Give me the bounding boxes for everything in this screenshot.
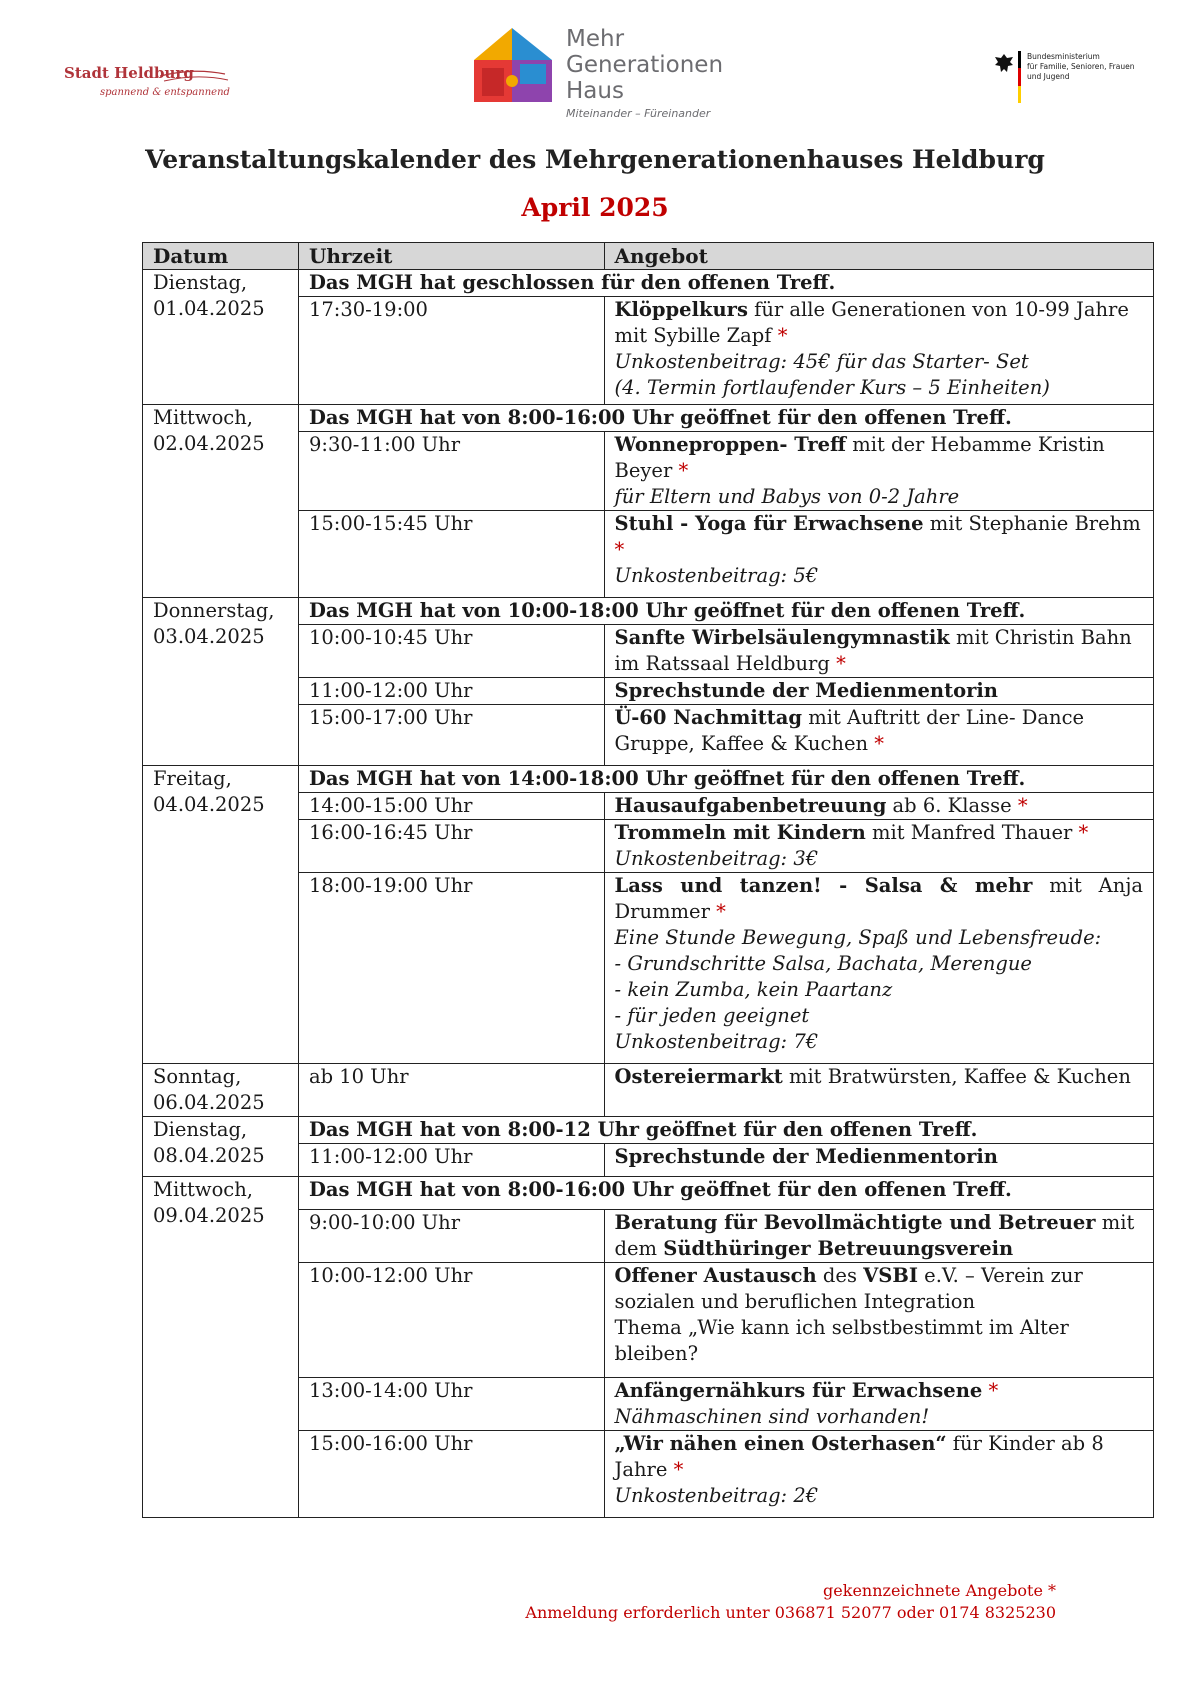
event-calendar-table bbox=[142, 242, 1154, 1518]
mgh-slogan: Miteinander – Füreinander bbox=[566, 107, 711, 120]
offer-cell bbox=[604, 1431, 1153, 1518]
opening-hours: Das MGH hat geschlossen für den offenen Treff. bbox=[298, 270, 1153, 297]
event-text: für alle Generationen von 10-99 Jahre mit Sybille Zapf bbox=[614, 298, 1129, 347]
footer-line2: Anmeldung erforderlich unter 036871 52077 oder 0174 8325230 bbox=[525, 1603, 1056, 1622]
federal-eagle-icon bbox=[994, 53, 1014, 75]
event-title: Sprechstunde der Medienmentorin bbox=[614, 1145, 998, 1168]
weekday: Sonntag, bbox=[153, 1065, 242, 1088]
event-text: mit Auftritt der Line- Dance Gruppe, Kaffee & Kuchen bbox=[614, 706, 1085, 755]
weekday: Donnerstag, bbox=[153, 599, 275, 622]
table-row bbox=[143, 405, 1154, 432]
event-note: - für jeden geeignet bbox=[614, 1004, 810, 1027]
time-cell: 10:00-10:45 Uhr bbox=[298, 625, 604, 678]
date-cell bbox=[143, 1177, 299, 1518]
event-title: Ostereiermarkt bbox=[614, 1065, 783, 1088]
event-title: Sprechstunde der Medienmentorin bbox=[614, 679, 998, 702]
offer-cell bbox=[604, 1064, 1153, 1117]
event-title: Hausaufgabenbetreuung bbox=[614, 794, 887, 817]
event-text: e.V. – Verein zur sozialen und beruflichen Integration bbox=[614, 1264, 1083, 1313]
weekday: Dienstag, bbox=[153, 271, 248, 294]
table-row bbox=[143, 766, 1154, 793]
event-note: Unkostenbeitrag: 45€ für das Starter- Set bbox=[614, 350, 1029, 373]
event-note: - kein Zumba, kein Paartanz bbox=[614, 978, 893, 1001]
event-text: mit dem bbox=[614, 1211, 1135, 1260]
page-subtitle: April 2025 bbox=[521, 193, 669, 222]
date-cell bbox=[143, 1117, 299, 1177]
event-text: für Kinder ab 8 Jahre bbox=[614, 1432, 1104, 1481]
footer-note bbox=[525, 1580, 1056, 1624]
mgh-logo bbox=[468, 26, 728, 121]
time-cell: 14:00-15:00 Uhr bbox=[298, 793, 604, 820]
event-title: „Wir nähen einen Osterhasen“ bbox=[614, 1432, 947, 1455]
offer-cell bbox=[604, 793, 1153, 820]
time-cell: 11:00-12:00 Uhr bbox=[298, 678, 604, 705]
date-cell bbox=[143, 598, 299, 766]
event-note: Unkostenbeitrag: 2€ bbox=[614, 1484, 819, 1507]
registration-star: * bbox=[1078, 821, 1089, 844]
opening-hours: Das MGH hat von 8:00-16:00 Uhr geöffnet für den offenen Treff. bbox=[298, 405, 1153, 432]
date-cell bbox=[143, 270, 299, 405]
ministry-line1: Bundesministerium bbox=[1027, 52, 1100, 61]
event-title: Offener Austausch bbox=[614, 1264, 817, 1287]
table-row bbox=[143, 1064, 1154, 1117]
stadt-heldburg-logo bbox=[60, 62, 230, 112]
offer-cell bbox=[604, 820, 1153, 873]
header-offer: Angebot bbox=[604, 243, 1153, 270]
date: 08.04.2025 bbox=[153, 1144, 265, 1167]
event-title: Südthüringer Betreuungsverein bbox=[663, 1237, 1014, 1260]
offer-cell bbox=[604, 705, 1153, 766]
header-date: Datum bbox=[143, 243, 299, 270]
puzzle-house-icon bbox=[468, 26, 558, 106]
event-text: mit Bratwürsten, Kaffee & Kuchen bbox=[782, 1065, 1131, 1088]
event-text: mit Anja bbox=[1032, 874, 1143, 897]
event-text: des bbox=[816, 1264, 864, 1287]
date: 02.04.2025 bbox=[153, 432, 265, 455]
opening-hours: Das MGH hat von 10:00-18:00 Uhr geöffnet für den offenen Treff. bbox=[298, 598, 1153, 625]
date: 03.04.2025 bbox=[153, 625, 265, 648]
event-note: Unkostenbeitrag: 3€ bbox=[614, 847, 819, 870]
offer-cell bbox=[604, 1378, 1153, 1431]
time-cell: 17:30-19:00 bbox=[298, 297, 604, 405]
table-row bbox=[143, 270, 1154, 297]
date: 01.04.2025 bbox=[153, 297, 265, 320]
registration-star: * bbox=[716, 900, 726, 923]
event-note: Thema „Wie kann ich selbstbestimmt im Alter bleiben? bbox=[614, 1316, 1069, 1365]
event-note: Nähmaschinen sind vorhanden! bbox=[614, 1405, 930, 1428]
time-cell: 9:00-10:00 Uhr bbox=[298, 1210, 604, 1263]
time-cell: 11:00-12:00 Uhr bbox=[298, 1144, 604, 1177]
event-text: mit der Hebamme Kristin Beyer bbox=[614, 433, 1105, 482]
time-cell: 16:00-16:45 Uhr bbox=[298, 820, 604, 873]
opening-hours: Das MGH hat von 14:00-18:00 Uhr geöffnet für den offenen Treff. bbox=[298, 766, 1153, 793]
event-title: VSBI bbox=[863, 1264, 918, 1287]
weekday: Mittwoch, bbox=[153, 406, 253, 429]
ministry-line3: und Jugend bbox=[1027, 72, 1070, 81]
event-text: ab 6. Klasse bbox=[886, 794, 1018, 817]
header-time: Uhrzeit bbox=[298, 243, 604, 270]
offer-cell bbox=[604, 297, 1153, 405]
page-title: Veranstaltungskalender des Mehrgenerationenhauses Heldburg bbox=[145, 145, 1045, 174]
registration-star: * bbox=[988, 1379, 999, 1402]
time-cell: 9:30-11:00 Uhr bbox=[298, 432, 604, 511]
table-row bbox=[143, 1177, 1154, 1210]
table-header-row bbox=[143, 243, 1154, 270]
weekday: Mittwoch, bbox=[153, 1178, 253, 1201]
german-flag-icon bbox=[1018, 51, 1021, 103]
weekday: Dienstag, bbox=[153, 1118, 248, 1141]
registration-star: * bbox=[874, 732, 884, 755]
event-title: Trommeln mit Kindern bbox=[614, 821, 866, 844]
event-title: Ü-60 Nachmittag bbox=[614, 706, 803, 729]
registration-star: * bbox=[614, 538, 625, 561]
time-cell: 15:00-16:00 Uhr bbox=[298, 1431, 604, 1518]
event-note: - Grundschritte Salsa, Bachata, Merengue bbox=[614, 952, 1032, 975]
offer-cell bbox=[604, 1144, 1153, 1177]
registration-star: * bbox=[1017, 794, 1028, 817]
opening-hours: Das MGH hat von 8:00-16:00 Uhr geöffnet für den offenen Treff. bbox=[298, 1177, 1153, 1210]
table-row bbox=[143, 598, 1154, 625]
footer-line1: gekennzeichnete Angebote * bbox=[823, 1581, 1056, 1600]
event-text: mit Christin Bahn im Ratssaal Heldburg bbox=[614, 626, 1132, 675]
date-cell bbox=[143, 766, 299, 1064]
offer-cell bbox=[604, 511, 1153, 598]
registration-star: * bbox=[673, 1458, 684, 1481]
time-cell: 15:00-17:00 Uhr bbox=[298, 705, 604, 766]
event-title: Lass und tanzen! - Salsa & mehr bbox=[614, 874, 1033, 897]
ministry-logo bbox=[994, 51, 1144, 111]
event-text: mit Manfred Thauer bbox=[865, 821, 1079, 844]
stadt-name: Stadt Heldburg bbox=[64, 64, 194, 82]
date: 06.04.2025 bbox=[153, 1091, 265, 1114]
mgh-logo-line1: Mehr bbox=[566, 26, 625, 52]
time-cell: 18:00-19:00 Uhr bbox=[298, 873, 604, 1064]
offer-cell bbox=[604, 625, 1153, 678]
weekday: Freitag, bbox=[153, 767, 232, 790]
mgh-logo-line2: Generationen bbox=[566, 52, 724, 78]
event-title: Beratung für Bevollmächtigte und Betreuer bbox=[614, 1211, 1096, 1234]
time-cell: 10:00-12:00 Uhr bbox=[298, 1263, 604, 1378]
time-cell: 15:00-15:45 Uhr bbox=[298, 511, 604, 598]
mgh-logo-line3: Haus bbox=[566, 78, 624, 104]
stadt-slogan: spannend & entspannend bbox=[100, 87, 230, 98]
event-text: Drummer bbox=[614, 900, 717, 923]
event-title: Anfängernähkurs für Erwachsene bbox=[614, 1379, 983, 1402]
event-note: Unkostenbeitrag: 5€ bbox=[614, 564, 819, 587]
registration-star: * bbox=[678, 459, 689, 482]
event-title: Stuhl - Yoga für Erwachsene bbox=[614, 512, 924, 535]
event-title: Wonneproppen- Treff bbox=[614, 433, 847, 456]
time-cell: 13:00-14:00 Uhr bbox=[298, 1378, 604, 1431]
date: 04.04.2025 bbox=[153, 793, 265, 816]
offer-cell bbox=[604, 1263, 1153, 1378]
date-cell bbox=[143, 1064, 299, 1117]
offer-cell bbox=[604, 432, 1153, 511]
event-note: für Eltern und Babys von 0-2 Jahre bbox=[614, 485, 960, 508]
date-cell bbox=[143, 405, 299, 598]
event-title: Sanfte Wirbelsäulengymnastik bbox=[614, 626, 950, 649]
offer-cell bbox=[604, 873, 1153, 1064]
registration-star: * bbox=[777, 324, 788, 347]
date: 09.04.2025 bbox=[153, 1204, 265, 1227]
ministry-line2: für Familie, Senioren, Frauen bbox=[1027, 62, 1135, 71]
offer-cell bbox=[604, 678, 1153, 705]
offer-cell bbox=[604, 1210, 1153, 1263]
event-note: Eine Stunde Bewegung, Spaß und Lebensfreude: bbox=[614, 926, 1102, 949]
registration-star: * bbox=[836, 652, 846, 675]
event-title: Klöppelkurs bbox=[614, 298, 748, 321]
event-text: mit Stephanie Brehm bbox=[923, 512, 1141, 535]
table-row bbox=[143, 1117, 1154, 1144]
event-note: Unkostenbeitrag: 7€ bbox=[614, 1030, 819, 1053]
opening-hours: Das MGH hat von 8:00-12 Uhr geöffnet für den offenen Treff. bbox=[298, 1117, 1153, 1144]
time-cell: ab 10 Uhr bbox=[298, 1064, 604, 1117]
event-note: (4. Termin fortlaufender Kurs – 5 Einheiten) bbox=[614, 376, 1050, 399]
